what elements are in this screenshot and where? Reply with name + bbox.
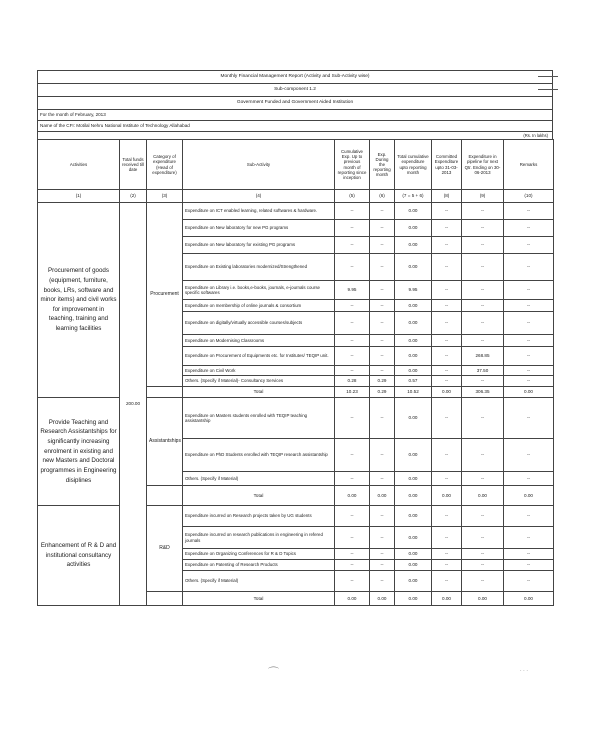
col-pipeline: Expenditure in pipeline for next Qtr. Ending on 30-06-2013 — [462, 140, 504, 190]
category-cell: Assistantships — [147, 398, 183, 486]
value-cell: -- — [462, 398, 504, 439]
total-spacer-cell — [147, 387, 183, 398]
col-number: (6) — [370, 190, 395, 203]
value-cell: -- — [370, 472, 395, 486]
value-cell: -- — [370, 281, 395, 300]
col-exp-during: Exp. During the reporting month — [370, 140, 395, 190]
value-cell: -- — [462, 254, 504, 281]
institute-name: Name of the CFI: Motilal Nehru National Institute of Technology Allahabad — [40, 123, 190, 129]
col-sub-activity: Sub-Activity — [183, 140, 335, 190]
value-cell: -- — [432, 220, 462, 237]
sub-activity-cell: Expenditure on Modernising Classrooms — [183, 335, 335, 347]
value-cell: -- — [504, 203, 554, 220]
value-cell: 37.50 — [462, 366, 504, 376]
value-cell: -- — [462, 237, 504, 254]
value-cell: -- — [335, 571, 370, 592]
value-cell: 0.00 — [395, 312, 432, 335]
value-cell: 0.00 — [395, 506, 432, 527]
value-cell: -- — [462, 560, 504, 571]
column-header-row — [38, 140, 554, 190]
sub-activity-cell: Expenditure on Organizing Conferences for R & D Topics — [183, 549, 335, 560]
sub-activity-cell: Expenditure on PhD Students enrolled with TEQIP research assistantship — [183, 439, 335, 472]
value-cell: -- — [432, 237, 462, 254]
total-funds-cell: 200.00 — [120, 203, 147, 606]
value-cell: -- — [432, 560, 462, 571]
finance-table — [37, 139, 554, 606]
value-cell: -- — [462, 376, 504, 387]
value-cell: -- — [462, 472, 504, 486]
value-cell: 0.00 — [395, 237, 432, 254]
value-cell: -- — [370, 398, 395, 439]
value-cell: 9.95 — [395, 281, 432, 300]
value-cell: -- — [370, 347, 395, 366]
value-cell: -- — [504, 281, 554, 300]
col-number: (2) — [120, 190, 147, 203]
report-title-row — [37, 70, 553, 83]
col-number: (7 = 5 + 6) — [395, 190, 432, 203]
value-cell: -- — [432, 203, 462, 220]
value-cell: -- — [335, 560, 370, 571]
sub-activity-cell: Expenditure on Existing laboratories modernized/Strengthened — [183, 254, 335, 281]
value-cell: 9.95 — [335, 281, 370, 300]
activity-cell: Enhancement of R & D and institutional consultancy activities — [38, 506, 120, 606]
col-number: (8) — [432, 190, 462, 203]
value-cell: -- — [370, 366, 395, 376]
value-cell: -- — [432, 254, 462, 281]
col-number: (10) — [504, 190, 554, 203]
total-value-cell: 0.00 — [432, 486, 462, 506]
value-cell: -- — [432, 281, 462, 300]
sub-activity-cell: Expenditure incurred on research publications in engineering in refered journals — [183, 527, 335, 549]
value-cell: -- — [432, 376, 462, 387]
value-cell: -- — [432, 335, 462, 347]
value-cell: -- — [432, 300, 462, 312]
sub-activity-cell: Expenditure on ICT enabled learning, related softwares & hardware. — [183, 203, 335, 220]
total-value-cell: 0.00 — [335, 486, 370, 506]
value-cell: -- — [432, 571, 462, 592]
col-remarks: Remarks — [504, 140, 554, 190]
sub-activity-cell: Expenditure on Procurement of Equipments etc. for Institutes/ TEQIP unit. — [183, 347, 335, 366]
pen-mark: ⌒ — [268, 666, 279, 679]
value-cell: -- — [370, 560, 395, 571]
value-cell: 0.00 — [395, 571, 432, 592]
report-month: For the month of February, 2013 — [40, 112, 106, 118]
unit-row — [37, 131, 553, 139]
value-cell: -- — [504, 439, 554, 472]
activity-cell: Provide Teaching and Research Assistantships for significantly increasing enrolment in existing and new Masters and Doctoral programmes in Engineering disiplines — [38, 398, 120, 506]
month-row — [37, 109, 553, 120]
value-cell: -- — [504, 220, 554, 237]
total-value-cell: 10.52 — [395, 387, 432, 398]
total-value-cell: 0.00 — [335, 592, 370, 606]
col-number: (4) — [183, 190, 335, 203]
value-cell: -- — [335, 549, 370, 560]
value-cell: -- — [370, 220, 395, 237]
page-scribble: · · · — [520, 668, 528, 674]
value-cell: 0.57 — [395, 376, 432, 387]
value-cell: -- — [462, 312, 504, 335]
total-value-cell: 0.00 — [370, 486, 395, 506]
value-cell: 0.00 — [395, 366, 432, 376]
total-value-cell: 306.35 — [462, 387, 504, 398]
value-cell: -- — [504, 506, 554, 527]
value-cell: -- — [504, 571, 554, 592]
total-spacer-cell — [147, 486, 183, 506]
category-cell: R&D — [147, 506, 183, 592]
col-activities: Activities — [38, 140, 120, 190]
total-value-cell: 10.23 — [335, 387, 370, 398]
value-cell: -- — [462, 220, 504, 237]
col-number: (3) — [147, 190, 183, 203]
value-cell: -- — [335, 220, 370, 237]
value-cell: 0.00 — [395, 347, 432, 366]
column-number-row — [38, 190, 554, 203]
total-label: Total — [183, 387, 335, 398]
value-cell: -- — [370, 237, 395, 254]
sub-activity-cell: Expenditure on digitally/virtually accessible courses/subjects — [183, 312, 335, 335]
sub-activity-cell: Others. (Specify if Material) — [183, 571, 335, 592]
value-cell: -- — [335, 237, 370, 254]
col-committed: Committed Expenditure upto 31-03-2013 — [432, 140, 462, 190]
value-cell: -- — [462, 281, 504, 300]
sub-activity-cell: Expenditure incurred on Research projects taken by UG students — [183, 506, 335, 527]
institute-row — [37, 120, 553, 131]
col-cumulative: Cumulative Exp. Up to previous month of reporting since inception — [335, 140, 370, 190]
report-sheet — [37, 70, 553, 606]
value-cell: -- — [370, 571, 395, 592]
activity-cell: Procurement of goods (equipment, furniture, books, LRs, software and minor items) and civil works for improvement in teaching, training and learning facilities — [38, 203, 120, 398]
value-cell: -- — [462, 506, 504, 527]
value-cell: -- — [335, 254, 370, 281]
total-spacer-cell — [147, 592, 183, 606]
value-cell: -- — [370, 254, 395, 281]
total-value-cell: 0.00 — [504, 486, 554, 506]
value-cell: 0.00 — [395, 439, 432, 472]
value-cell: -- — [432, 398, 462, 439]
sub-activity-cell: Expenditure on New laboratory for existing PG programs — [183, 237, 335, 254]
value-cell: -- — [504, 560, 554, 571]
value-cell: 0.00 — [395, 398, 432, 439]
col-number: (1) — [38, 190, 120, 203]
total-value-cell: 0.00 — [370, 592, 395, 606]
sub-activity-cell: Expenditure on Library i.e. books,e-books, journals, e-journals course specific softwares — [183, 281, 335, 300]
table-row — [38, 398, 554, 439]
value-cell: -- — [335, 506, 370, 527]
subcomponent-label: Sub-component 1.2 — [274, 87, 316, 93]
value-cell: 0.00 — [395, 560, 432, 571]
total-value-cell: 0.00 — [504, 592, 554, 606]
value-cell: -- — [432, 527, 462, 549]
value-cell: -- — [370, 506, 395, 527]
value-cell: 0.00 — [395, 300, 432, 312]
value-cell: 0.00 — [395, 527, 432, 549]
total-value-cell: 0.29 — [370, 387, 395, 398]
value-cell: -- — [504, 347, 554, 366]
total-value-cell: 0.00 — [395, 486, 432, 506]
col-total-cumulative: Total cumulative expenditure upto reporting month — [395, 140, 432, 190]
value-cell: -- — [335, 312, 370, 335]
total-label: Total — [183, 486, 335, 506]
value-cell: -- — [462, 300, 504, 312]
value-cell: -- — [462, 571, 504, 592]
total-value-cell: 0.00 — [462, 486, 504, 506]
value-cell: -- — [432, 347, 462, 366]
value-cell: -- — [432, 312, 462, 335]
value-cell: -- — [335, 347, 370, 366]
value-cell: -- — [504, 335, 554, 347]
value-cell: -- — [504, 549, 554, 560]
value-cell: -- — [335, 335, 370, 347]
report-title: Monthly Financial Management Report (Activity and Sub-Activity wise) — [220, 74, 370, 80]
value-cell: -- — [504, 312, 554, 335]
value-cell: -- — [504, 398, 554, 439]
value-cell: -- — [504, 254, 554, 281]
col-number: (5) — [335, 190, 370, 203]
value-cell: -- — [462, 335, 504, 347]
total-value-cell: 0.00 — [504, 387, 554, 398]
funding-label: Government Funded and Government Aided Institution — [236, 100, 354, 106]
table-row — [38, 203, 554, 220]
value-cell: -- — [370, 203, 395, 220]
total-value-cell: 0.00 — [432, 592, 462, 606]
funding-row — [37, 96, 553, 109]
value-cell: 268.85 — [462, 347, 504, 366]
sub-activity-cell: Expenditure on Masters students enrolled with TEQIP teaching assistantship — [183, 398, 335, 439]
value-cell: -- — [504, 366, 554, 376]
value-cell: 0.00 — [395, 254, 432, 281]
value-cell: -- — [335, 398, 370, 439]
col-number: (9) — [462, 190, 504, 203]
category-cell: Procurement — [147, 203, 183, 387]
value-cell: -- — [432, 549, 462, 560]
value-cell: 0.00 — [395, 472, 432, 486]
value-cell: -- — [432, 439, 462, 472]
value-cell: 0.00 — [395, 203, 432, 220]
value-cell: -- — [335, 203, 370, 220]
value-cell: -- — [504, 376, 554, 387]
margin-dash — [538, 76, 558, 77]
value-cell: 0.00 — [395, 335, 432, 347]
value-cell: -- — [370, 527, 395, 549]
value-cell: 0.28 — [335, 376, 370, 387]
col-total-funds: Total funds received till date — [120, 140, 147, 190]
value-cell: -- — [335, 472, 370, 486]
value-cell: -- — [370, 335, 395, 347]
value-cell: 0.00 — [395, 220, 432, 237]
value-cell: -- — [504, 472, 554, 486]
value-cell: -- — [462, 203, 504, 220]
value-cell: -- — [335, 527, 370, 549]
value-cell: -- — [462, 439, 504, 472]
value-cell: -- — [335, 439, 370, 472]
value-cell: -- — [370, 300, 395, 312]
value-cell: -- — [462, 527, 504, 549]
subcomponent-row — [37, 83, 553, 96]
value-cell: 0.00 — [395, 549, 432, 560]
total-label: Total — [183, 592, 335, 606]
sub-activity-cell: Expenditure on Patenting of Research Products — [183, 560, 335, 571]
value-cell: -- — [370, 439, 395, 472]
value-cell: -- — [370, 312, 395, 335]
value-cell: 0.29 — [370, 376, 395, 387]
value-cell: -- — [504, 237, 554, 254]
total-value-cell: 0.00 — [432, 387, 462, 398]
value-cell: -- — [462, 549, 504, 560]
value-cell: -- — [335, 300, 370, 312]
sub-activity-cell: Expenditure on Civil Work — [183, 366, 335, 376]
value-cell: -- — [432, 366, 462, 376]
table-row — [38, 506, 554, 527]
value-cell: -- — [504, 527, 554, 549]
sub-activity-cell: Others. (Specify if Material)- Consultancy Services — [183, 376, 335, 387]
value-cell: -- — [370, 549, 395, 560]
value-cell: -- — [432, 506, 462, 527]
value-cell: -- — [504, 300, 554, 312]
value-cell: -- — [335, 366, 370, 376]
total-value-cell: 0.00 — [395, 592, 432, 606]
sub-activity-cell: Others. (Specify if Material) — [183, 472, 335, 486]
sub-activity-cell: Expenditure on membership of online journals & consortium — [183, 300, 335, 312]
col-category: Category of expenditure (Head of expenditure) — [147, 140, 183, 190]
value-cell: -- — [432, 472, 462, 486]
unit-label: (Rs. In lakhs) — [523, 133, 548, 138]
margin-dash — [538, 89, 558, 90]
total-value-cell: 0.00 — [462, 592, 504, 606]
table-body — [38, 203, 554, 606]
sub-activity-cell: Expenditure on New laboratory for new PG programs — [183, 220, 335, 237]
